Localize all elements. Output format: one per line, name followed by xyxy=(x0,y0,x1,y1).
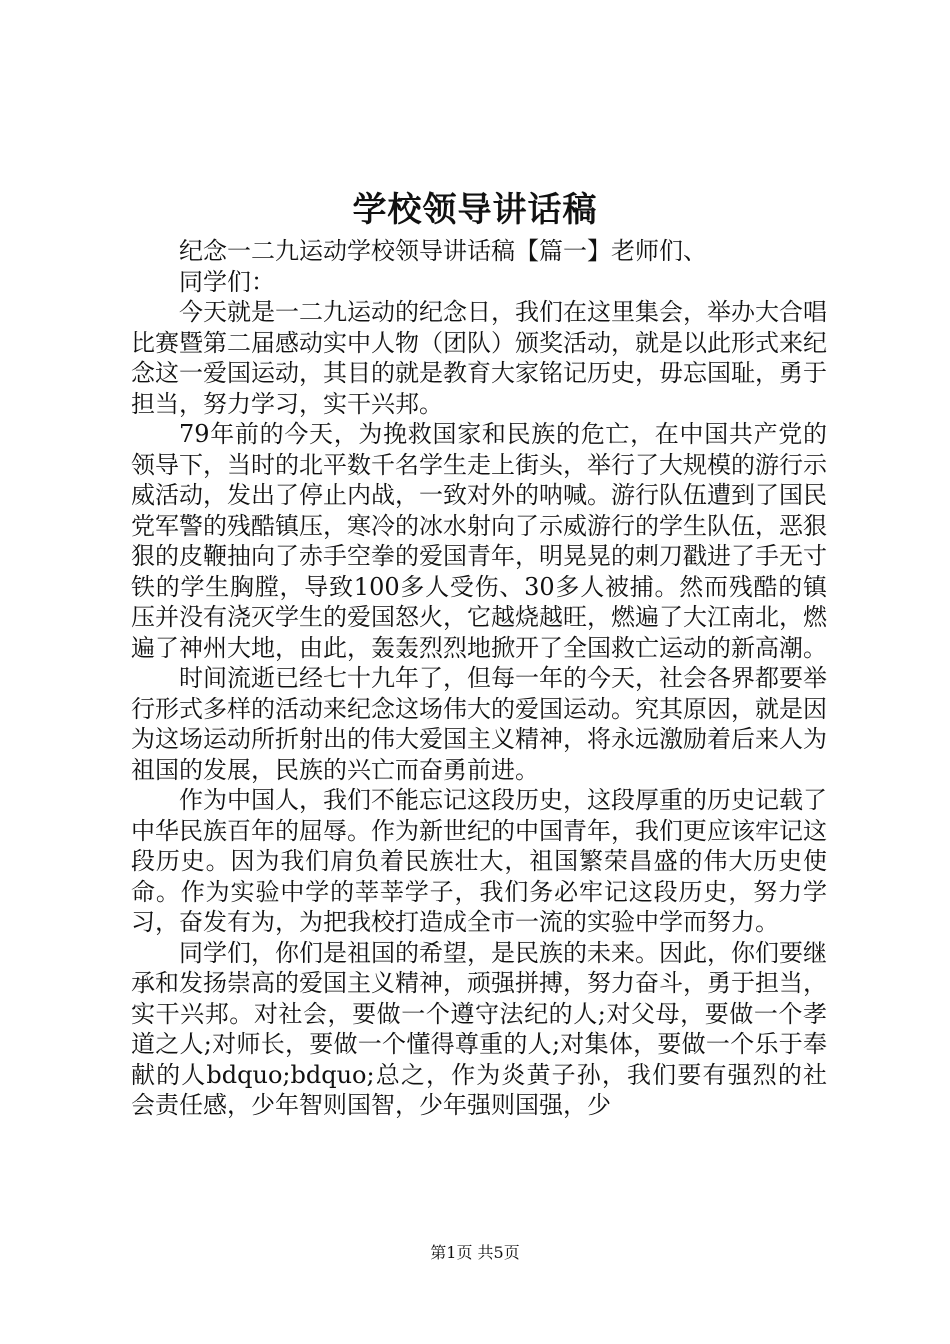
intro-line: 同学们： xyxy=(179,267,275,296)
body-paragraph: 79年前的今天，为挽救国家和民族的危亡，在中国共产党的领导下，当时的北平数千名学生走上街头，举行了大规模的游行示威活动，发出了停止内战，一致对外的呐喊。游行队伍遭到了国民党军警的残酷镇压，寒冷的冰水射向了示威游行的学生队伍，恶狠狠的皮鞭抽向了赤手空拳的爱国青年，明晃晃的刺刀戳进了手无寸铁的学生胸膛，导致100多人受伤、30多人被捕。然而残酷的镇压并没有浇灭学生的爱国怒火，它越烧越旺，燃遍了大江南北，燃遍了神州大地，由此，轰轰烈烈地掀开了全国救亡运动的新高潮。 xyxy=(131,420,827,662)
body-paragraph: 今天就是一二九运动的纪念日，我们在这里集会，举办大合唱比赛暨第二届感动实中人物（团队）颁奖活动，就是以此形式来纪念这一爱国运动，其目的就是教育大家铭记历史，毋忘国耻，勇于担当，努力学习，实干兴邦。 xyxy=(131,298,827,418)
page-footer: 第1页 共5页 xyxy=(430,1243,520,1262)
body-paragraph: 作为中国人，我们不能忘记这段历史，这段厚重的历史记载了中华民族百年的屈辱。作为新世纪的中国青年，我们更应该牢记这段历史。因为我们肩负着民族壮大，祖国繁荣昌盛的伟大历史使命。作为实验中学的莘莘学子，我们务必牢记这段历史，努力学习，奋发有为，为把我校打造成全市一流的实验中学而努力。 xyxy=(131,786,827,936)
body-paragraph: 同学们，你们是祖国的希望，是民族的未来。因此，你们要继承和发扬崇高的爱国主义精神，顽强拼搏，努力奋斗，勇于担当，实干兴邦。对社会，要做一个遵守法纪的人;对父母，要做一个孝道之人;对师长，要做一个懂得尊重的人;对集体，要做一个乐于奉献的人bdquo;bdquo;总之，作为炎黄子孙，我们要有强烈的社会责任感，少年智则国智，少年强则国强，少 xyxy=(131,938,827,1119)
intro-line: 纪念一二九运动学校领导讲话稿【篇一】老师们、 xyxy=(179,237,707,265)
document-body xyxy=(131,236,827,1121)
body-paragraph: 时间流逝已经七十九年了，但每一年的今天，社会各界都要举行形式多样的活动来纪念这场伟大的爱国运动。究其原因，就是因为这场运动所折射出的伟大爱国主义精神，将永远激励着后来人为祖国的发展，民族的兴亡而奋勇前进。 xyxy=(131,664,827,784)
document-title: 学校领导讲话稿 xyxy=(352,190,598,230)
